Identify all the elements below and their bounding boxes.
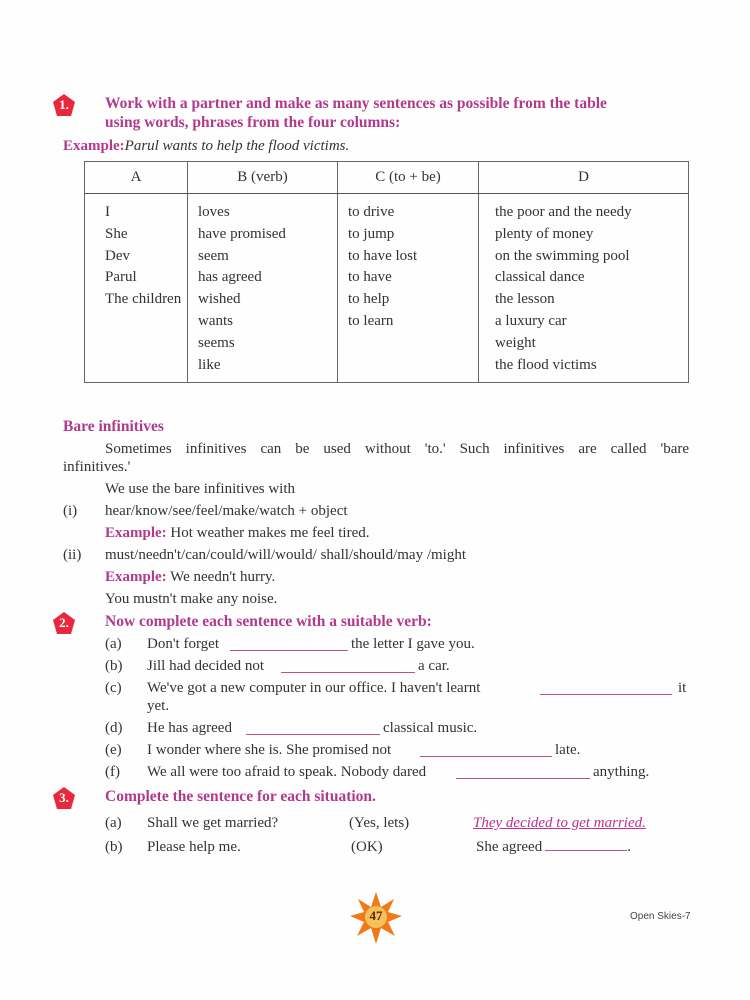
header-b: B (verb) — [188, 162, 338, 194]
q1-heading-line1: Work with a partner and make as many sentences as possible from the table — [105, 95, 607, 112]
answer-blank[interactable] — [456, 766, 590, 779]
table-cell: the flood victims — [495, 356, 597, 373]
table-cell: a luxury car — [495, 312, 567, 329]
bare-para-line2: infinitives.' — [63, 459, 131, 475]
q3a-answer: They decided to get married. — [473, 815, 646, 831]
table-cell: plenty of money — [495, 225, 594, 242]
word-table — [84, 161, 689, 383]
item-label: (f) — [105, 764, 120, 780]
item-text-before: He has agreed — [147, 720, 232, 736]
question-2-badge: 2. — [52, 611, 76, 635]
header-a: A — [85, 162, 188, 194]
table-cell: Dev — [105, 247, 130, 264]
item-i-label: (i) — [63, 503, 78, 519]
q3a-situation: Shall we get married? — [147, 815, 279, 831]
table-cell: to help — [348, 291, 390, 308]
item-text-before: I wonder where she is. She promised not — [147, 742, 392, 758]
table-cell: to drive — [348, 204, 395, 220]
column-c — [338, 194, 479, 383]
column-a — [85, 194, 188, 383]
bare-use-line: We use the bare infinitives with — [105, 481, 295, 497]
q3b-cue: (OK) — [351, 839, 383, 855]
page-number: 47 — [369, 908, 383, 923]
table-cell: on the swimming pool — [495, 247, 630, 264]
table-cell: have promised — [198, 225, 286, 242]
table-cell: classical dance — [495, 269, 585, 286]
table-cell: the lesson — [495, 291, 555, 308]
answer-blank[interactable] — [281, 660, 415, 673]
table-cell: She — [105, 225, 128, 242]
page-number-star — [348, 890, 404, 946]
book-title: Open Skies-7 — [630, 911, 691, 922]
column-d — [479, 194, 689, 383]
answer-blank[interactable] — [246, 722, 380, 735]
table-cell: to have — [348, 269, 392, 286]
table-cell: has agreed — [198, 269, 262, 286]
answer-blank[interactable] — [545, 838, 627, 851]
q2-heading: Now complete each sentence with a suitable verb: — [105, 613, 432, 630]
item-ii-example-2: You mustn't make any noise. — [105, 591, 278, 607]
table-cell: to jump — [348, 225, 395, 242]
table-cell: wants — [198, 312, 233, 329]
q3a-cue: (Yes, lets) — [349, 815, 410, 831]
column-b — [188, 194, 338, 383]
table-cell: seems — [198, 334, 235, 351]
table-cell: I — [105, 204, 110, 220]
q1-heading-line2: using words, phrases from the four columns: — [105, 114, 401, 131]
item-ii-label: (ii) — [63, 547, 82, 563]
item-ii-example: Example: We needn't hurry. — [105, 569, 276, 585]
item-i-text: hear/know/see/feel/make/watch + object — [105, 503, 348, 519]
question-1-badge: 1. — [52, 93, 76, 117]
item-text-after: a car. — [418, 658, 450, 674]
table-cell: the poor and the needy — [495, 204, 632, 220]
answer-blank[interactable] — [420, 744, 552, 757]
table-cell: The children — [105, 291, 182, 308]
item-text-after: the letter I gave you. — [351, 636, 475, 652]
item-text-before: Don't forget — [147, 636, 219, 652]
answer-blank[interactable] — [540, 682, 672, 695]
header-d: D — [479, 162, 689, 194]
item-text-after: it — [678, 680, 687, 696]
answer-blank[interactable] — [230, 638, 348, 651]
q3b-label: (b) — [105, 839, 123, 855]
item-text-before: Jill had decided not — [147, 658, 265, 674]
bare-para-line1: Sometimes infinitives can be used without 'to.' Such infinitives are called 'bare — [105, 441, 689, 457]
q3b-situation: Please help me. — [147, 839, 241, 855]
q3b-answer: She agreed . — [476, 839, 631, 855]
item-label: (e) — [105, 742, 122, 758]
table-cell: like — [198, 356, 221, 373]
item-text-after: late. — [555, 742, 581, 758]
item-label: (b) — [105, 658, 123, 674]
q1-example: Example:Parul wants to help the flood victims. — [63, 138, 350, 154]
item-label: (d) — [105, 720, 123, 736]
q3-heading: Complete the sentence for each situation. — [105, 788, 376, 805]
item-i-example: Example: Hot weather makes me feel tired. — [105, 525, 370, 541]
table-cell: to learn — [348, 312, 394, 329]
item-text-after: classical music. — [383, 720, 478, 736]
item-text-before: We've got a new computer in our office. I haven't learnt — [147, 680, 481, 696]
item-label: (c) — [105, 680, 122, 696]
table-cell: Parul — [105, 269, 137, 286]
table-cell: loves — [198, 204, 230, 220]
bare-infinitives-title: Bare infinitives — [63, 418, 164, 435]
table-cell: to have lost — [348, 247, 418, 264]
item-ii-text: must/needn't/can/could/will/would/ shall/should/may /might — [105, 547, 467, 563]
item-text-after: anything. — [593, 764, 650, 780]
q3a-label: (a) — [105, 815, 122, 831]
item-text-continued: yet. — [147, 698, 170, 714]
table-cell: weight — [495, 334, 536, 351]
header-c: C (to + be) — [338, 162, 479, 194]
item-text-before: We all were too afraid to speak. Nobody dared — [147, 764, 427, 780]
item-label: (a) — [105, 636, 122, 652]
table-cell: seem — [198, 247, 229, 264]
table-cell: wished — [198, 291, 241, 308]
question-3-badge: 3. — [52, 786, 76, 810]
